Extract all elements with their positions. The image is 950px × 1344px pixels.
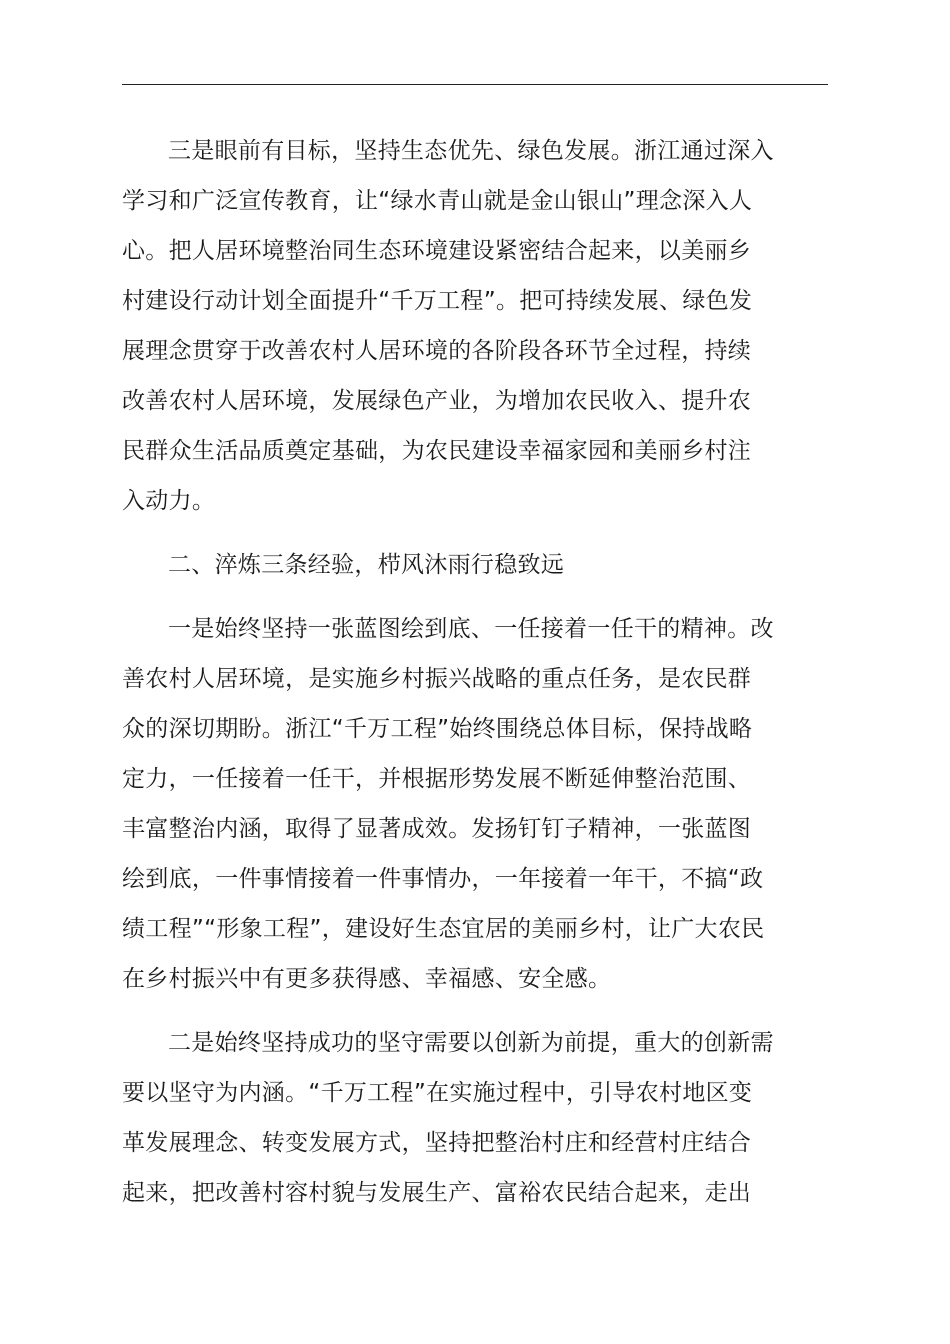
text-line: 民群众生活品质奠定基础，为农民建设幸福家园和美丽乡村注 [122, 438, 752, 464]
text-line: 入动力。 [122, 488, 216, 514]
paragraph-ecology [122, 126, 828, 526]
text-line: 村建设行动计划全面提升“千万工程”。把可持续发展、绿色发 [122, 288, 753, 314]
text-line: 三是眼前有目标，坚持生态优先、绿色发展。浙江通过深入 [168, 138, 774, 164]
text-line: 绘到底，一件事情接着一件事情办，一年接着一年干，不搞“政 [122, 866, 764, 892]
paragraph-spacer [122, 1004, 828, 1018]
text-line: 革发展理念、转变发展方式，坚持把整治村庄和经营村庄结合 [122, 1130, 752, 1156]
paragraph-spacer [122, 526, 828, 540]
text-line: 展理念贯穿于改善农村人居环境的各阶段各环节全过程，持续 [122, 338, 752, 364]
text-line: 丰富整治内涵，取得了显著成效。发扬钉钉子精神，一张蓝图 [122, 816, 752, 842]
paragraph-spacer [122, 590, 828, 604]
text-line: 善农村人居环境，是实施乡村振兴战略的重点任务，是农民群 [122, 666, 752, 692]
text-line: 定力，一任接着一任干，并根据形势发展不断延伸整治范围、 [122, 766, 752, 792]
text-line: 在乡村振兴中有更多获得感、幸福感、安全感。 [122, 966, 612, 992]
document-body [122, 126, 828, 1218]
text-line: 绩工程”“形象工程”，建设好生态宜居的美丽乡村，让广大农民 [122, 916, 765, 942]
heading-line: 二、淬炼三条经验，栉风沐雨行稳致远 [168, 552, 565, 578]
text-line: 要以坚守为内涵。“千万工程”在实施过程中，引导农村地区变 [122, 1080, 753, 1106]
paragraph-innovation [122, 1018, 828, 1218]
text-line: 二是始终坚持成功的坚守需要以创新为前提，重大的创新需 [168, 1030, 774, 1056]
section-heading [122, 540, 828, 590]
paragraph-blueprint [122, 604, 828, 1004]
text-line: 众的深切期盼。浙江“千万工程”始终围绕总体目标，保持战略 [122, 716, 753, 742]
header-rule [122, 84, 828, 85]
text-line: 改善农村人居环境，发展绿色产业，为增加农民收入、提升农 [122, 388, 752, 414]
text-line: 学习和广泛宣传教育，让“绿水青山就是金山银山”理念深入人 [122, 188, 753, 214]
text-line: 心。把人居环境整治同生态环境建设紧密结合起来，以美丽乡 [122, 238, 752, 264]
text-line: 一是始终坚持一张蓝图绘到底、一任接着一任干的精神。改 [168, 616, 774, 642]
text-line: 起来，把改善村容村貌与发展生产、富裕农民结合起来，走出 [122, 1180, 752, 1206]
